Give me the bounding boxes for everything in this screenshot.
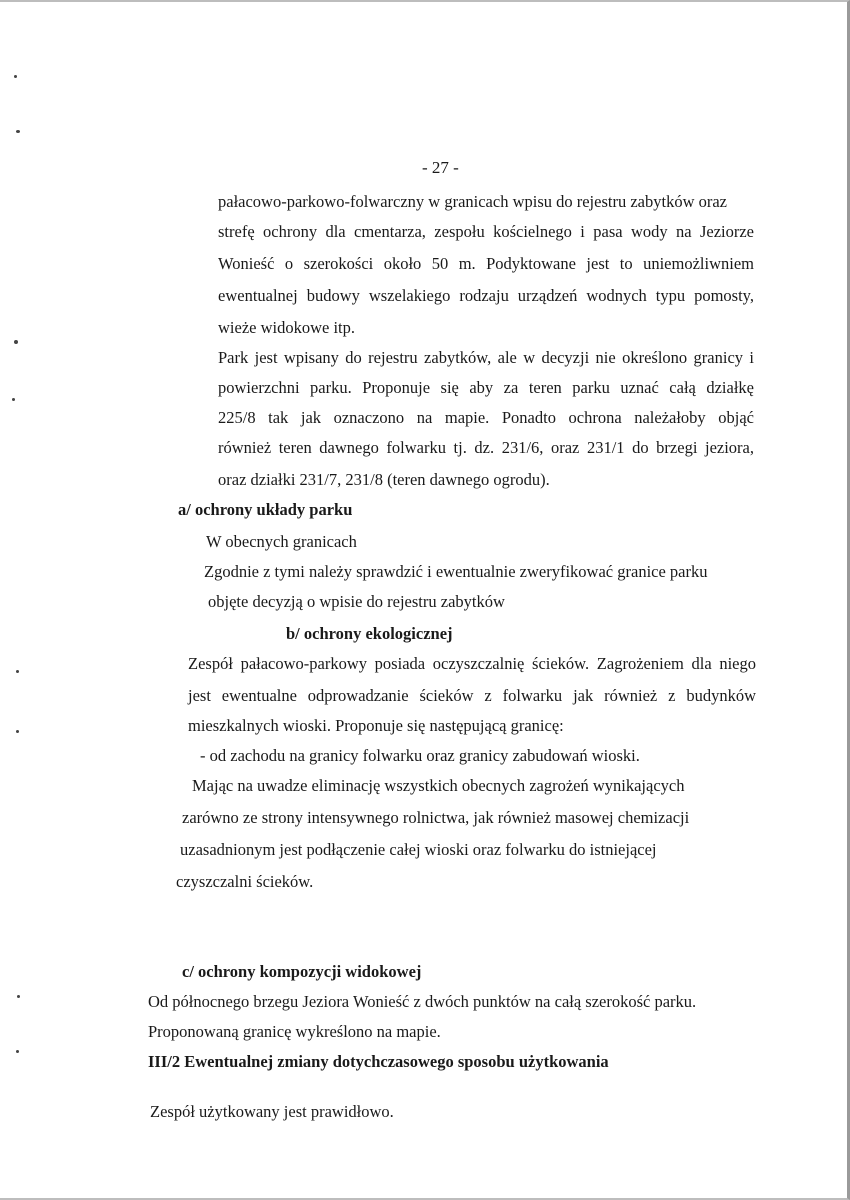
park-line (218, 408, 754, 428)
page-number: - 27 - (422, 158, 459, 177)
intro-line (218, 254, 754, 274)
section-a-line: W obecnych granicach (206, 532, 357, 551)
park-line: oraz działki 231/7, 231/8 (teren dawnego ogrodu). (218, 470, 550, 489)
section-b-bullet-line: - od zachodu na granicy folwarku oraz granicy zabudowań wioski. (200, 746, 640, 765)
intro-line (218, 192, 754, 212)
park-line (218, 438, 754, 458)
section-a-line: Zgodnie z tymi należy sprawdzić i ewentualnie zweryfikować granice parku (204, 562, 708, 581)
park-line (218, 348, 754, 368)
section-a-line: objęte decyzją o wpisie do rejestru zabytków (208, 592, 505, 611)
section-b-line: Mając na uwadze eliminację wszystkich obecnych zagrożeń wynikających (192, 776, 685, 795)
scan-speck (16, 670, 19, 673)
intro-line (218, 222, 754, 242)
section-c-heading: c/ ochrony kompozycji widokowej (182, 962, 422, 981)
park-line-text: 225/8 tak jak oznaczono na mapie. Ponadto ochrona należałoby objąć (218, 408, 754, 427)
intro-line (218, 286, 754, 306)
scan-speck (12, 398, 15, 401)
intro-line: wieże widokowe itp. (218, 318, 356, 337)
section-iii2-line: Zespół użytkowany jest prawidłowo. (150, 1102, 394, 1121)
scan-speck (16, 1050, 19, 1053)
section-b-line-text: Zespół pałacowo-parkowy posiada oczyszczalnię ścieków. Zagrożeniem dla niego (188, 654, 756, 673)
scan-speck (16, 730, 19, 733)
intro-line-text: pałacowo-parkowo-folwarczny w granicach wpisu do rejestru zabytków oraz (218, 192, 728, 211)
section-b-heading: b/ ochrony ekologicznej (286, 624, 453, 643)
intro-line-text: Wonieść o szerokości około 50 m. Podyktowane jest to uniemożliwniem (218, 254, 754, 273)
section-b-line-text: jest ewentualne odprowadzanie ścieków z folwarku jak również z budynków (188, 686, 756, 705)
park-line-text: Park jest wpisany do rejestru zabytków, ale w decyzji nie określono granicy i (218, 348, 754, 367)
intro-line-text: ewentualnej budowy wszelakiego rodzaju urządzeń wodnych typu pomosty, (218, 286, 754, 305)
section-b-line: czyszczalni ścieków. (176, 872, 314, 891)
section-a-heading: a/ ochrony układy parku (178, 500, 353, 519)
park-line-text: powierzchni parku. Proponuje się aby za teren parku uznać całą działkę (218, 378, 754, 397)
scan-speck (17, 995, 20, 998)
scan-speck (14, 75, 17, 78)
scan-speck (16, 130, 20, 133)
section-c-line: Od północnego brzegu Jeziora Wonieść z dwóch punktów na całą szerokość parku. (148, 992, 697, 1011)
section-b-line: zarówno ze strony intensywnego rolnictwa, jak również masowej chemizacji (182, 808, 690, 827)
scan-speck (14, 340, 18, 344)
section-b-line: uzasadnionym jest podłączenie całej wioski oraz folwarku do istniejącej (180, 840, 657, 859)
park-line-text: również teren dawnego folwarku tj. dz. 231/6, oraz 231/1 do brzegi jeziora, (218, 438, 754, 457)
intro-line-text: strefę ochrony dla cmentarza, zespołu kościelnego i pasa wody na Jeziorze (218, 222, 754, 241)
section-b-line (188, 654, 756, 674)
park-line (218, 378, 754, 398)
section-iii2-heading: III/2 Ewentualnej zmiany dotychczasowego sposobu użytkowania (148, 1052, 609, 1071)
section-c-line: Proponowaną granicę wykreślono na mapie. (148, 1022, 441, 1041)
section-b-line: mieszkalnych wioski. Proponuje się następującą granicę: (188, 716, 564, 735)
section-b-line (188, 686, 756, 706)
